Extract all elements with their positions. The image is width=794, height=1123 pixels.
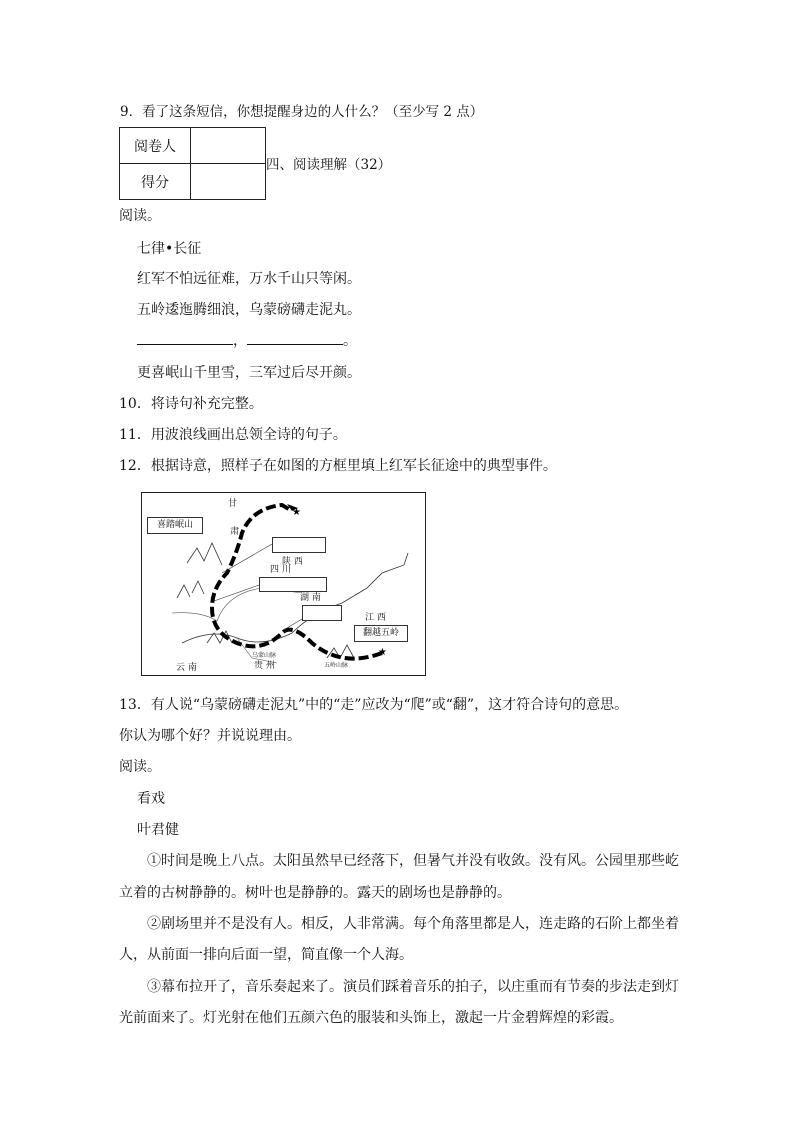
question-10: 10．将诗句补充完整。	[119, 396, 263, 412]
pointer-line-2	[214, 585, 259, 601]
box-wuling: 翻越五岭	[354, 625, 408, 642]
poem-line-1: 红军不怕远征难，万水千山只等闲。	[137, 271, 361, 287]
blank-box-3[interactable]	[302, 605, 342, 621]
label-sichuan: 四 川	[270, 565, 291, 575]
label-gansu-1: 甘	[228, 499, 238, 509]
poem-blank-line	[137, 332, 357, 350]
poem-blank-separator: ，	[233, 333, 247, 349]
label-gansu-2: 肃	[230, 527, 240, 537]
label-hunan: 湖 南	[300, 593, 321, 603]
score-label: 得分	[120, 164, 191, 200]
read-instruction-2: 阅读。	[119, 759, 161, 775]
label-guizhou: 贵 州	[254, 661, 275, 671]
poem-blank-1[interactable]	[137, 332, 233, 345]
story-title: 看戏	[137, 791, 165, 807]
poem-blank-2[interactable]	[247, 332, 343, 345]
question-13-line-2: 你认为哪个好？并说说理由。	[119, 728, 301, 744]
label-wuling: 五岭山脉	[324, 662, 349, 669]
label-shaanxi: 陕 西	[282, 557, 303, 567]
story-p3-line-2: 光前面来了。灯光射在他们五颜六色的服装和头饰上，激起一片金碧辉煌的彩霞。	[119, 1010, 623, 1026]
poem-title: 七律•长征	[137, 241, 202, 257]
score-table	[119, 127, 266, 200]
read-instruction-1: 阅读。	[119, 208, 161, 224]
star-end-icon: ★	[292, 507, 301, 518]
question-13-line-1: 13．有人说“乌蒙磅礴走泥丸”中的“走”应改为“爬”或“翻”，这才符合诗句的意思。	[119, 697, 629, 713]
question-11: 11．用波浪线画出总领全诗的句子。	[119, 427, 347, 443]
label-jiangxi: 江 西	[365, 613, 386, 623]
question-12: 12．根据诗意，照样子在如图的方框里填上红军长征途中的典型事件。	[119, 458, 557, 474]
poem-line-4: 更喜岷山千里雪，三军过后尽开颜。	[137, 365, 361, 381]
question-9: 9．看了这条短信，你想提醒身边的人什么？（至少写 2 点）	[120, 104, 484, 120]
story-p3-line-1: ③幕布拉开了，音乐奏起来了。演员们踩着音乐的拍子，以庄重而有节奏的步法走到灯	[147, 979, 679, 995]
poem-line-2: 五岭逶迤腾细浪，乌蒙磅礴走泥丸。	[137, 302, 361, 318]
score-value	[191, 164, 266, 200]
section-title: 四、阅读理解（32）	[266, 157, 392, 173]
label-wumeng: 乌蒙山脉	[252, 652, 277, 659]
mountain-icon	[187, 543, 222, 565]
pointer-line-1	[222, 544, 272, 573]
poem-blank-end: 。	[343, 333, 357, 349]
story-p1-line-1: ①时间是晚上八点。太阳虽然早已经落下，但暑气并没有收敛。没有风。公园里那些屹	[147, 853, 679, 869]
star-start-icon: ★	[378, 647, 387, 658]
story-author: 叶君健	[137, 822, 179, 838]
box-minshan: 喜踏岷山	[147, 517, 203, 534]
story-p1-line-2: 立着的古树静静的。树叶也是静静的。露天的剧场也是静静的。	[119, 885, 511, 901]
blank-box-1[interactable]	[272, 537, 326, 553]
story-p2-line-1: ②剧场里并不是没有人。相反，人非常满。每个角落里都是人，连走路的石阶上都坐着	[147, 916, 679, 932]
blank-box-2[interactable]	[259, 577, 327, 592]
label-yunnan: 云 南	[176, 663, 197, 673]
tree-icon	[177, 581, 204, 598]
long-march-map	[141, 492, 426, 676]
story-p2-line-2: 人，从前面一排向后面一望，简直像一个人海。	[119, 947, 413, 963]
reviewer-label: 阅卷人	[120, 128, 191, 164]
reviewer-value	[191, 128, 266, 164]
